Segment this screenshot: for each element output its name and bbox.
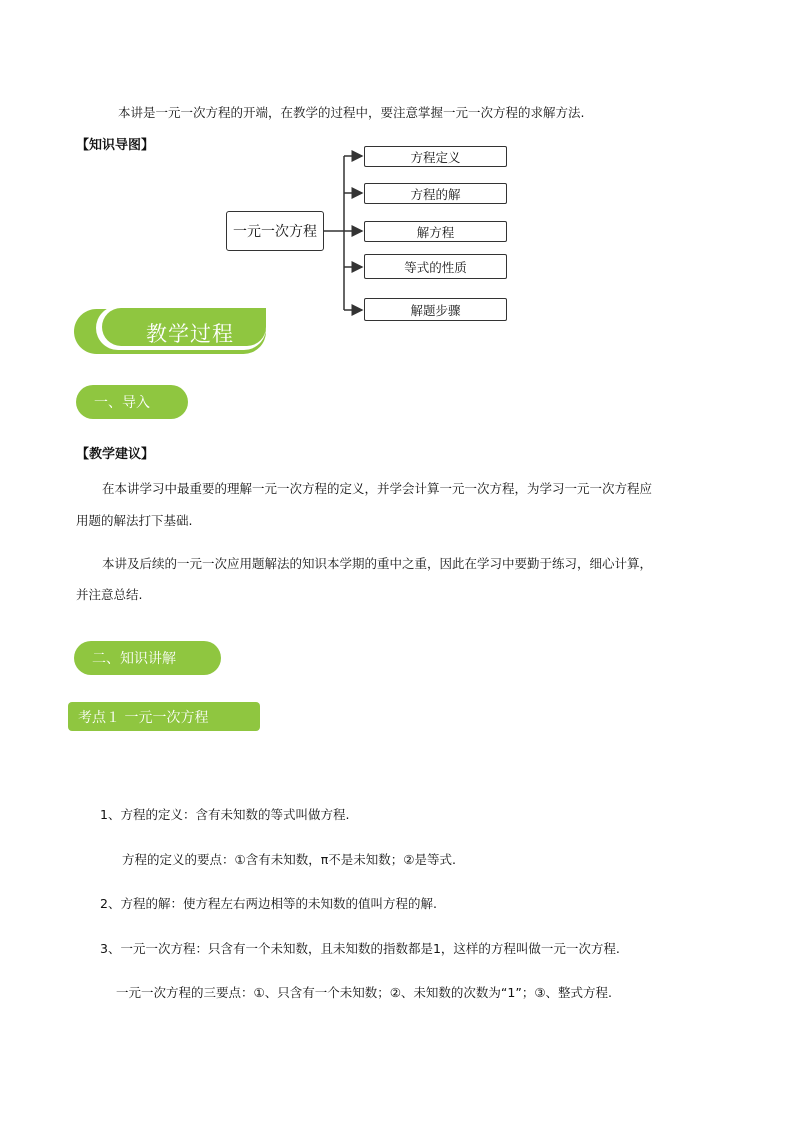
advice-para1-line2: 用题的解法打下基础. [76,513,193,528]
advice-para2-line2: 并注意总结. [76,587,143,602]
advice-para1-line1: 在本讲学习中最重要的理解一元一次方程的定义，并学会计算一元一次方程，为学习一元一次方程应 [102,481,653,496]
advice-heading: 【教学建议】 [76,447,155,462]
intro-text: 本讲是一元一次方程的开端，在教学的过程中，要注意掌握一元一次方程的求解方法. [118,105,585,120]
advice-para2-line1: 本讲及后续的一元一次应用题解法的知识本学期的重中之重，因此在学习中要勤于练习，细心计算， [102,556,653,571]
mindmap-root: 一元一次方程 [226,211,324,251]
banner-title: 教学过程 [146,322,234,346]
knowledge-item-1: 1、方程的定义：含有未知数的等式叫做方程. [100,807,350,822]
mindmap-connectors [0,0,794,340]
exam-point-tag: 考点１ 一元一次方程 [68,702,260,731]
knowledge-item-3-note: 一元一次方程的三要点：①、只含有一个未知数；②、未知数的次数为“1”；③、整式方程. [116,985,612,1000]
knowledge-item-3: 3、一元一次方程：只含有一个未知数，且未知数的指数都是1，这样的方程叫做一元一次方程. [100,941,620,956]
section-knowledge-pill: 二、知识讲解 [74,641,221,675]
knowledge-item-2: 2、方程的解：使方程左右两边相等的未知数的值叫方程的解. [100,896,437,911]
mindmap-heading: 【知识导图】 [76,138,155,153]
section-intro-pill: 一、导入 [76,385,188,419]
knowledge-item-1-note: 方程的定义的要点：①含有未知数，π不是未知数；②是等式. [122,852,456,867]
mindmap-node-solving: 解方程 [364,221,507,242]
mindmap-node-steps: 解题步骤 [364,298,507,321]
mindmap-node-properties: 等式的性质 [364,254,507,279]
mindmap-node-solution: 方程的解 [364,183,507,204]
mindmap-node-definition: 方程定义 [364,146,507,167]
